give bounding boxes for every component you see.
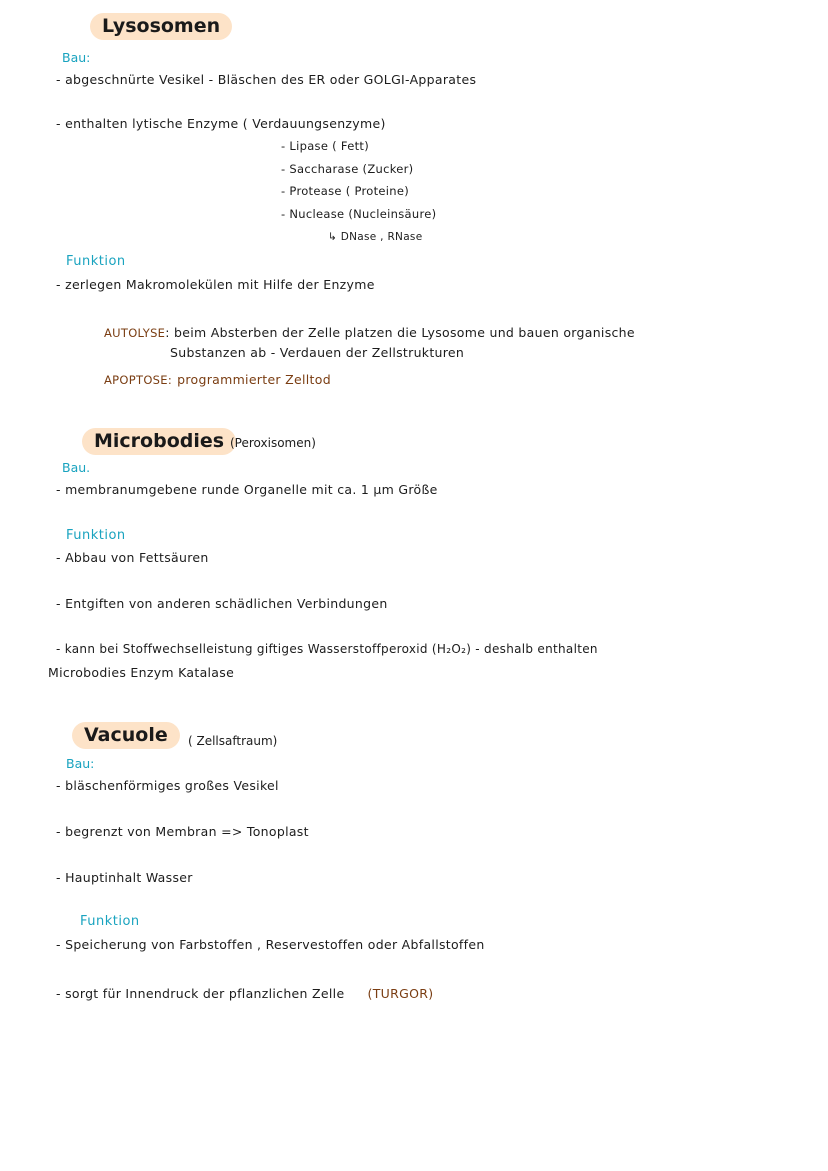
- apoptose-line: [104, 369, 331, 388]
- vacuole-funktion-line-2-row: [56, 983, 433, 1002]
- microbodies-funktion-line-2: - Entgiften von anderen schädlichen Verbindungen: [56, 596, 388, 611]
- vacuole-funktion-label: Funktion: [80, 914, 140, 929]
- lysosomen-funktion-label: Funktion: [66, 254, 126, 269]
- vacuole-bau-line-3: - Hauptinhalt Wasser: [56, 870, 193, 885]
- microbodies-subtitle: (Peroxisomen): [230, 436, 316, 450]
- autolyse-text-2: Substanzen ab - Verdauen der Zellstrukturen: [170, 345, 465, 360]
- lysosomen-bau-line-1: - abgeschnürte Vesikel - Bläschen des ER oder GOLGI-Apparates: [56, 72, 477, 87]
- lysosomen-enzyme-lipase: - Lipase ( Fett): [281, 139, 369, 153]
- microbodies-funktion-line-1: - Abbau von Fettsäuren: [56, 550, 209, 565]
- lysosomen-enzyme-nuclease: - Nuclease (Nucleinsäure): [281, 207, 437, 221]
- autolyse-line-1: [104, 322, 635, 341]
- turgor-label: (TURGOR): [367, 986, 434, 1001]
- microbodies-funktion-line-3a: - kann bei Stoffwechselleistung giftiges Wasserstoffperoxid (H₂O₂) - deshalb enthalten: [56, 642, 598, 656]
- vacuole-bau-label: Bau:: [66, 756, 95, 771]
- lysosomen-bau-line-2: - enthalten lytische Enzyme ( Verdauungsenzyme): [56, 116, 386, 131]
- lysosomen-enzyme-sub: ↳ DNase , RNase: [328, 231, 423, 243]
- lysosomen-funktion-line-1: - zerlegen Makromolekülen mit Hilfe der Enzyme: [56, 277, 375, 292]
- vacuole-title: Vacuole: [72, 722, 180, 749]
- autolyse-label: AUTOLYSE: [104, 326, 166, 340]
- microbodies-funktion-label: Funktion: [66, 528, 126, 543]
- vacuole-subtitle: ( Zellsaftraum): [188, 734, 278, 748]
- vacuole-funktion-line-1: - Speicherung von Farbstoffen , Reservestoffen oder Abfallstoffen: [56, 937, 485, 952]
- microbodies-bau-label: Bau.: [62, 460, 91, 475]
- lysosomen-title: Lysosomen: [90, 13, 232, 40]
- autolyse-text-1: : beim Absterben der Zelle platzen die Lysosome und bauen organische: [165, 325, 635, 340]
- vacuole-bau-line-2: - begrenzt von Membran => Tonoplast: [56, 824, 309, 839]
- apoptose-label: APOPTOSE:: [104, 373, 173, 387]
- vacuole-funktion-line-2: - sorgt für Innendruck der pflanzlichen Zelle: [56, 986, 345, 1001]
- lysosomen-enzyme-protease: - Protease ( Proteine): [281, 184, 410, 198]
- microbodies-title: Microbodies: [82, 428, 236, 455]
- lysosomen-bau-label: Bau:: [62, 50, 91, 65]
- microbodies-funktion-line-3b: Microbodies Enzym Katalase: [48, 665, 235, 680]
- vacuole-bau-line-1: - bläschenförmiges großes Vesikel: [56, 778, 279, 793]
- apoptose-text: programmierter Zelltod: [177, 372, 331, 387]
- lysosomen-enzyme-saccharase: - Saccharase (Zucker): [281, 162, 414, 176]
- microbodies-bau-line-1: - membranumgebene runde Organelle mit ca. 1 µm Größe: [56, 482, 438, 497]
